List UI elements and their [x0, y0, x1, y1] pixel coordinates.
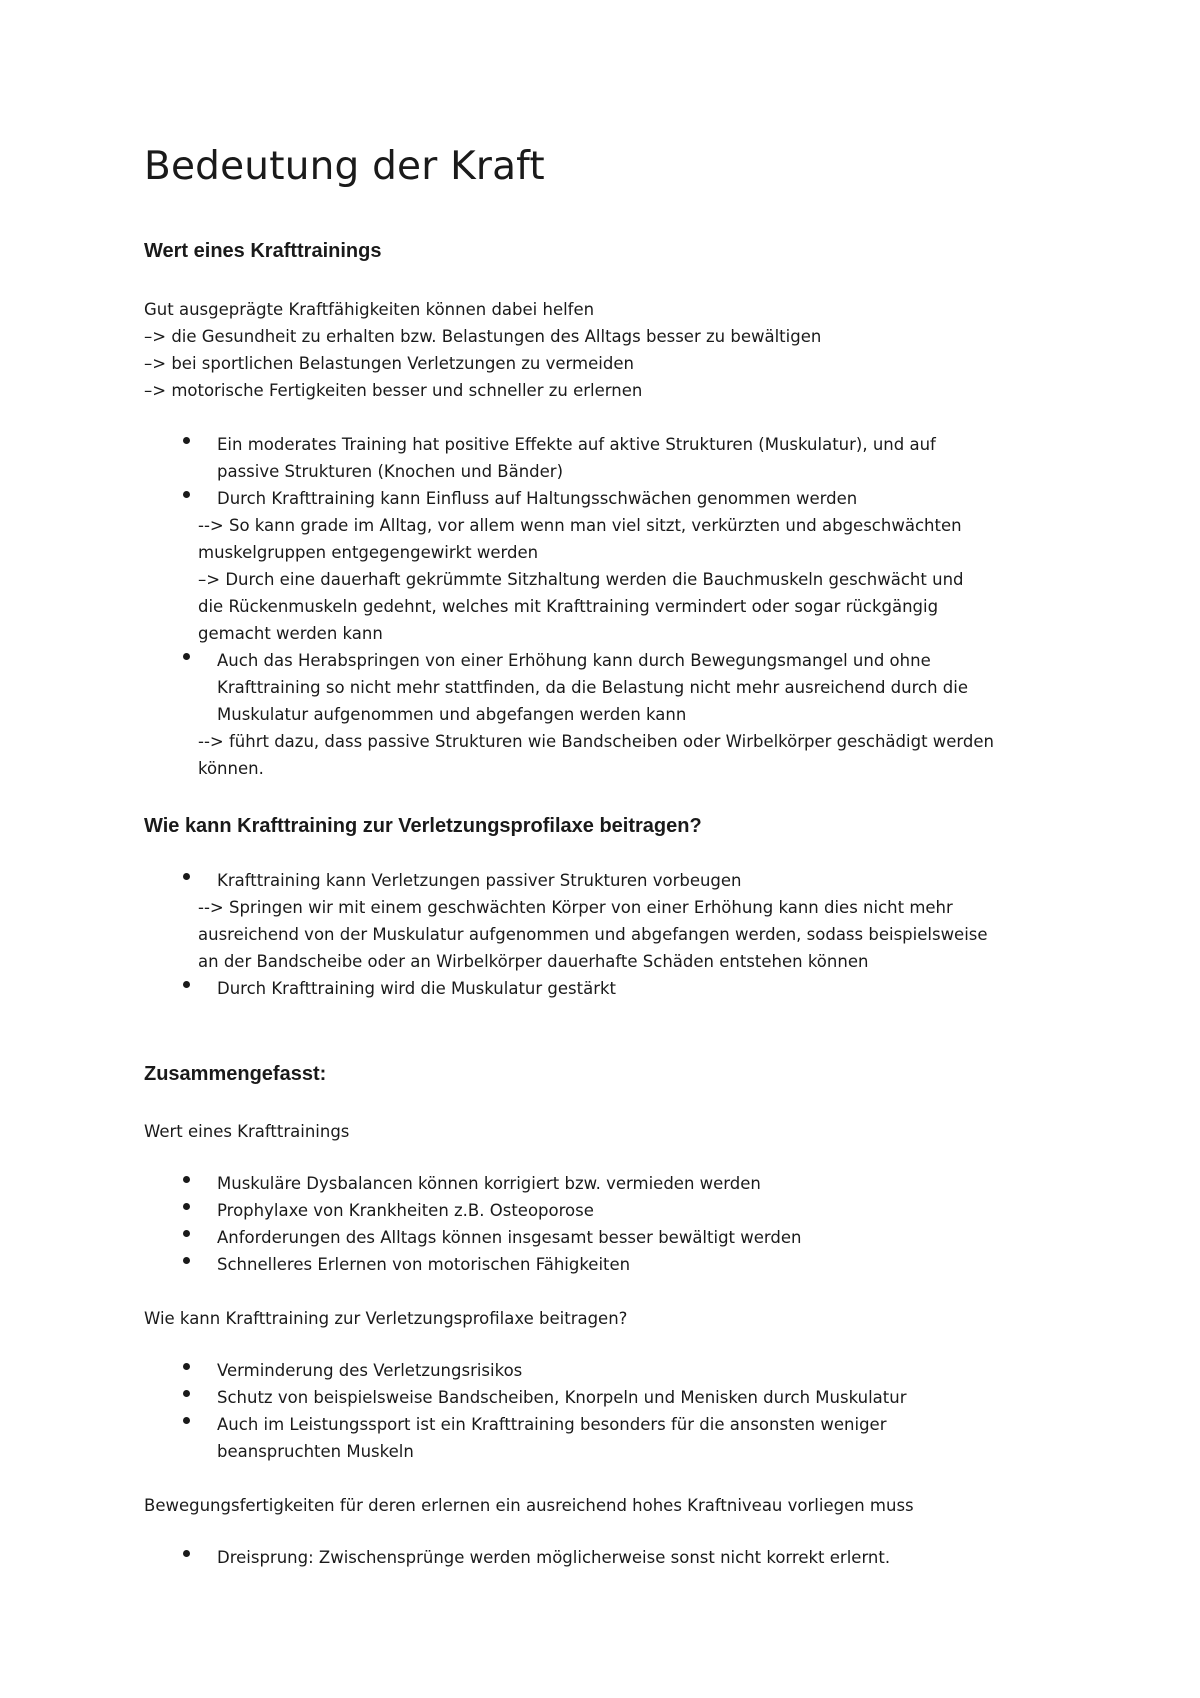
- list-item: Verminderung des Verletzungsrisikos: [217, 1361, 523, 1380]
- list-item: Schutz von beispielsweise Bandscheiben, Knorpeln und Menisken durch Muskulatur: [217, 1388, 907, 1407]
- arrow-line: –> bei sportlichen Belastungen Verletzungen zu vermeiden: [144, 354, 634, 373]
- list-item-continuation: Muskulatur aufgenommen und abgefangen werden kann: [217, 705, 687, 724]
- bullet-icon: [183, 653, 190, 660]
- arrow-line-continuation: ausreichend von der Muskulatur aufgenommen und abgefangen werden, sodass beispielsweise: [198, 925, 988, 944]
- arrow-line-continuation: muskelgruppen entgegengewirkt werden: [198, 543, 539, 562]
- arrow-line: –> motorische Fertigkeiten besser und schneller zu erlernen: [144, 381, 643, 400]
- subsection-label: Wert eines Krafttrainings: [144, 1122, 350, 1141]
- section-heading-zusammengefasst: Zusammengefasst:: [144, 1063, 327, 1085]
- bullet-icon: [183, 1363, 190, 1370]
- list-item-continuation: beanspruchten Muskeln: [217, 1442, 414, 1461]
- list-item: Anforderungen des Alltags können insgesamt besser bewältigt werden: [217, 1228, 802, 1247]
- intro-text: Gut ausgeprägte Kraftfähigkeiten können dabei helfen: [144, 300, 595, 319]
- section-heading-verletzungsprofilaxe: Wie kann Krafttraining zur Verletzungsprofilaxe beitragen?: [144, 815, 702, 837]
- list-item: Prophylaxe von Krankheiten z.B. Osteoporose: [217, 1201, 594, 1220]
- arrow-line: --> Springen wir mit einem geschwächten Körper von einer Erhöhung kann dies nicht mehr: [198, 898, 953, 917]
- list-item: Schnelleres Erlernen von motorischen Fähigkeiten: [217, 1255, 631, 1274]
- list-item-continuation: Krafttraining so nicht mehr stattfinden, da die Belastung nicht mehr ausreichend durch die: [217, 678, 968, 697]
- list-item: Auch im Leistungssport ist ein Krafttraining besonders für die ansonsten weniger: [217, 1415, 887, 1434]
- list-item-continuation: passive Strukturen (Knochen und Bänder): [217, 462, 564, 481]
- arrow-line-continuation: die Rückenmuskeln gedehnt, welches mit Krafttraining vermindert oder sogar rückgängig: [198, 597, 939, 616]
- list-item: Ein moderates Training hat positive Effekte auf aktive Strukturen (Muskulatur), und auf: [217, 435, 936, 454]
- bullet-icon: [183, 1550, 190, 1557]
- bullet-icon: [183, 1230, 190, 1237]
- subsection-label: Wie kann Krafttraining zur Verletzungsprofilaxe beitragen?: [144, 1309, 628, 1328]
- bullet-icon: [183, 491, 190, 498]
- arrow-line: --> führt dazu, dass passive Strukturen wie Bandscheiben oder Wirbelkörper geschädigt werden: [198, 732, 995, 751]
- list-item: Muskuläre Dysbalancen können korrigiert bzw. vermieden werden: [217, 1174, 761, 1193]
- page-title: Bedeutung der Kraft: [144, 144, 545, 189]
- bullet-icon: [183, 1257, 190, 1264]
- arrow-line-continuation: an der Bandscheibe oder an Wirbelkörper dauerhafte Schäden entstehen können: [198, 952, 869, 971]
- list-item: Durch Krafttraining wird die Muskulatur gestärkt: [217, 979, 617, 998]
- bullet-icon: [183, 437, 190, 444]
- arrow-line: --> So kann grade im Alltag, vor allem wenn man viel sitzt, verkürzten und abgeschwächten: [198, 516, 962, 535]
- list-item: Durch Krafttraining kann Einfluss auf Haltungsschwächen genommen werden: [217, 489, 858, 508]
- list-item: Krafttraining kann Verletzungen passiver Strukturen vorbeugen: [217, 871, 742, 890]
- bullet-icon: [183, 981, 190, 988]
- list-item: Dreisprung: Zwischensprünge werden möglicherweise sonst nicht korrekt erlernt.: [217, 1548, 891, 1567]
- bullet-icon: [183, 873, 190, 880]
- arrow-line-continuation: gemacht werden kann: [198, 624, 383, 643]
- bullet-icon: [183, 1176, 190, 1183]
- section-heading-wert: Wert eines Krafttrainings: [144, 240, 382, 262]
- arrow-line: –> die Gesundheit zu erhalten bzw. Belastungen des Alltags besser zu bewältigen: [144, 327, 822, 346]
- arrow-line: –> Durch eine dauerhaft gekrümmte Sitzhaltung werden die Bauchmuskeln geschwächt und: [198, 570, 964, 589]
- bullet-icon: [183, 1390, 190, 1397]
- list-item: Auch das Herabspringen von einer Erhöhung kann durch Bewegungsmangel und ohne: [217, 651, 931, 670]
- bullet-icon: [183, 1203, 190, 1210]
- subsection-label: Bewegungsfertigkeiten für deren erlernen ein ausreichend hohes Kraftniveau vorliegen muss: [144, 1496, 914, 1515]
- arrow-line-continuation: können.: [198, 759, 264, 778]
- bullet-icon: [183, 1417, 190, 1424]
